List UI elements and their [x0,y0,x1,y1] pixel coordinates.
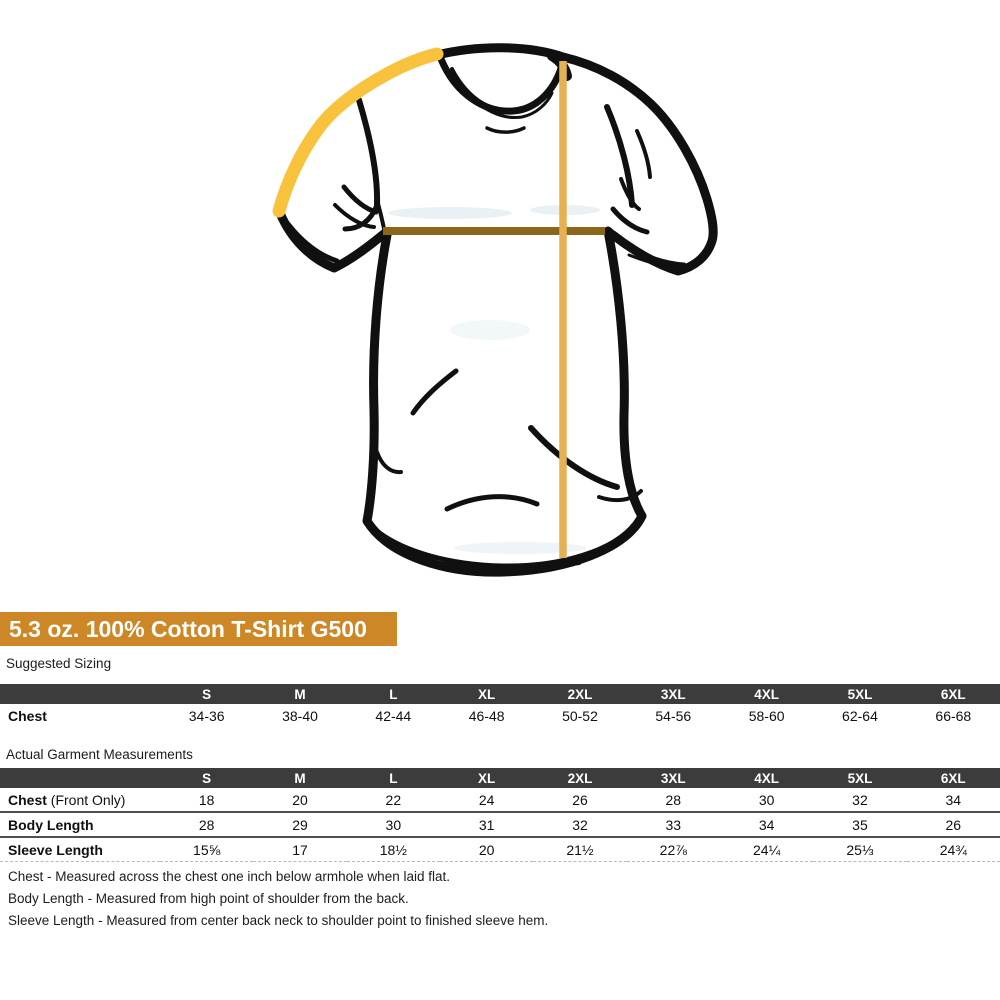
note-chest: Chest - Measured across the chest one inch below armhole when laid flat. [8,869,450,884]
measurement-value: 50-52 [562,707,598,724]
tshirt-outline [280,48,713,572]
measurement-value: 66-68 [935,707,972,724]
measurement-value: 24 [478,791,495,808]
size-column-header: L [347,768,440,788]
row-label: Chest (Front Only) [8,791,126,808]
measurement-value: 30 [758,791,775,808]
measurement-value: 20 [292,791,308,808]
actual-measurements-label: Actual Garment Measurements [6,747,193,762]
size-column-header: S [160,768,253,788]
size-column-header: M [253,768,346,788]
size-column-header: 3XL [627,768,720,788]
size-column-header: L [347,684,440,704]
measurement-value: 34 [720,812,813,837]
size-header-row [0,684,1000,704]
size-column-header: XL [440,684,533,704]
size-column-header: 6XL [907,768,1000,788]
corner-cell [0,684,160,704]
measurement-value: 30 [347,812,440,837]
measurement-value: 22 [385,791,402,808]
measurement-value: 26 [572,791,588,808]
table-row [0,837,1000,862]
size-column-header: 6XL [907,684,1000,704]
size-column-header: 2XL [533,768,626,788]
note-sleeve-length: Sleeve Length - Measured from center back neck to shoulder point to finished sleeve hem. [8,913,549,928]
measurement-value: 25⅓ [813,837,906,862]
size-column-header: 3XL [627,684,720,704]
product-title: 5.3 oz. 100% Cotton T-Shirt G500 [9,616,367,642]
table-row [0,704,1000,727]
measurement-value: 32 [852,791,868,808]
measurement-value: 38-40 [282,707,318,724]
table-row [0,788,1000,812]
measurement-notes [8,866,548,932]
measurement-value: 35 [813,812,906,837]
table-row [0,812,1000,837]
measurement-value: 26 [907,812,1000,837]
measurement-value: 32 [533,812,626,837]
measurement-value: 24¼ [720,837,813,862]
measurement-value: 54-56 [655,707,692,724]
row-label: Chest [8,707,47,724]
measurement-value: 46-48 [468,707,505,724]
size-column-header: 4XL [720,768,813,788]
product-title-banner [0,612,397,646]
size-header-row [0,768,1000,788]
measurement-value: 20 [440,837,533,862]
measurement-value: 22⅞ [627,837,720,862]
measurement-value: 42-44 [375,707,412,724]
suggested-sizing-label: Suggested Sizing [6,656,112,671]
measurement-value: 28 [665,791,682,808]
measurement-value: 15⅝ [160,837,253,862]
suggested-sizing-table [0,684,1000,727]
size-column-header: XL [440,768,533,788]
note-body-length: Body Length - Measured from high point of shoulder from the back. [8,891,409,906]
size-column-header: M [253,684,346,704]
row-label: Sleeve Length [0,837,160,862]
measurement-value: 18½ [347,837,440,862]
measurement-value: 21½ [533,837,626,862]
measurement-value: 28 [160,812,253,837]
measurement-value: 58-60 [748,707,785,724]
measurement-value: 17 [253,837,346,862]
measurement-value: 31 [440,812,533,837]
size-column-header: S [160,684,253,704]
measurement-value: 33 [627,812,720,837]
measurement-value: 34-36 [188,707,225,724]
size-column-header: 4XL [720,684,813,704]
size-column-header: 2XL [533,684,626,704]
actual-measurements-table [0,768,1000,862]
measurement-value: 24¾ [907,837,1000,862]
size-column-header: 5XL [813,768,906,788]
measurement-value: 62-64 [842,707,878,724]
corner-cell [0,768,160,788]
measurement-value: 34 [945,791,962,808]
size-column-header: 5XL [813,684,906,704]
measurement-value: 18 [198,791,215,808]
measurement-value: 29 [253,812,346,837]
row-label: Body Length [0,812,160,837]
